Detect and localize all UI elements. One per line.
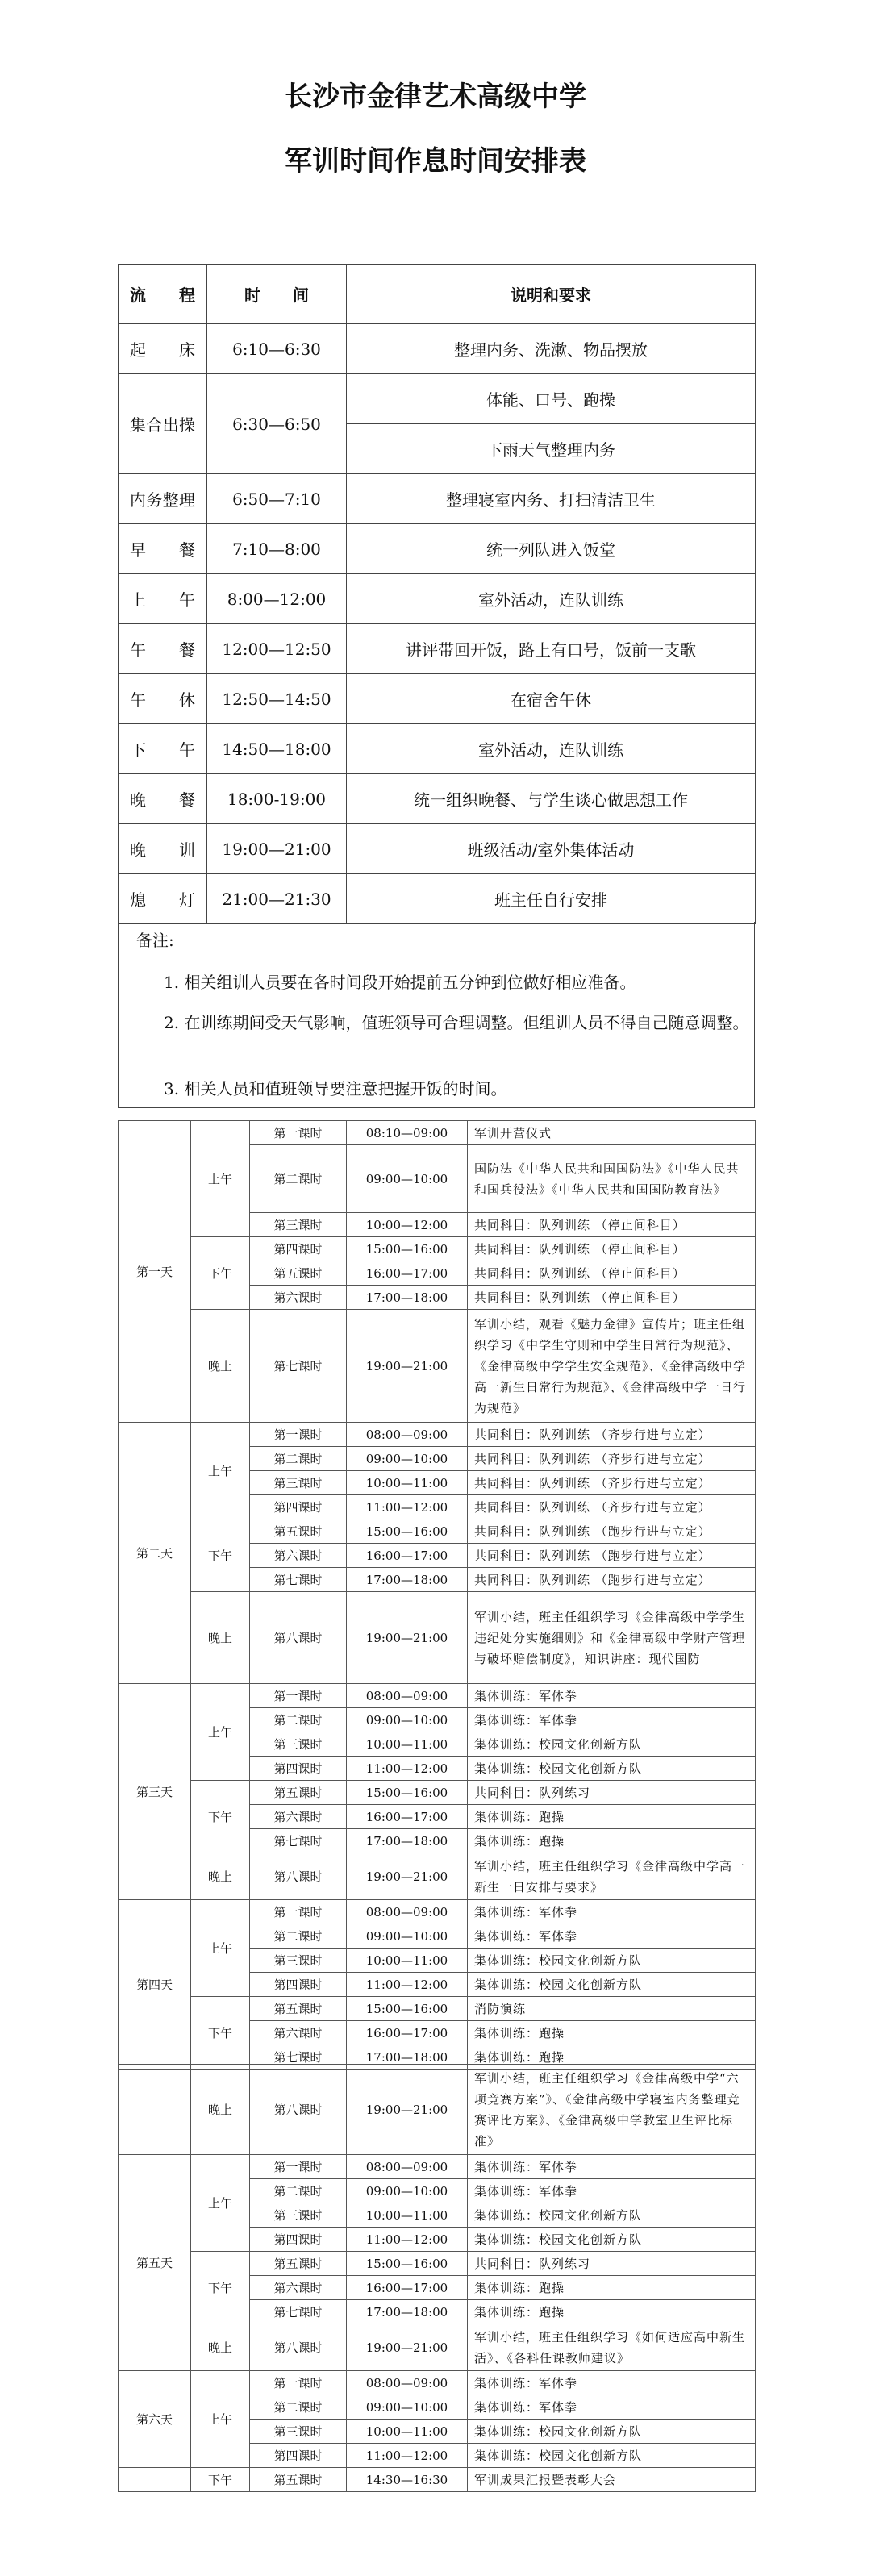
content-cell: 集体训练：跑操 [468, 1805, 756, 1829]
desc-cell: 班主任自行安排 [347, 874, 756, 924]
table-row [119, 2252, 756, 2276]
content-cell: 集体训练：军体拳 [468, 1900, 756, 1924]
time-cell: 6:30—6:50 [207, 374, 347, 474]
table-row [119, 2324, 756, 2371]
time-cell: 08:00—09:00 [347, 1684, 468, 1708]
process-cell: 午休 [119, 674, 207, 724]
time-cell: 09:00—10:00 [347, 2179, 468, 2203]
time-cell: 16:00—17:00 [347, 1544, 468, 1568]
content-cell: 集体训练：军体拳 [468, 2155, 756, 2179]
lesson-cell: 第二课时 [250, 1447, 347, 1471]
lesson-cell: 第三课时 [250, 1471, 347, 1495]
content-cell: 军训小结，班主任组织学习《金律高级中学学生违纪处分实施细则》和《金律高级中学财产管理与破坏赔偿制度》，知识讲座：现代国防 [468, 1592, 756, 1684]
content-cell: 集体训练：跑操 [468, 2045, 756, 2070]
time-cell: 17:00—18:00 [347, 2045, 468, 2070]
day-cell: 第二天 [119, 1423, 191, 1684]
period-cell: 上午 [191, 2371, 250, 2468]
lesson-cell: 第四课时 [250, 1495, 347, 1519]
time-cell: 09:00—10:00 [347, 2395, 468, 2420]
time-cell: 8:00—12:00 [207, 574, 347, 624]
lesson-cell: 第六课时 [250, 2021, 347, 2045]
header-process: 流 程 [119, 265, 207, 324]
content-cell: 共同科目：队列训练 （齐步行进与立定） [468, 1495, 756, 1519]
lesson-cell: 第四课时 [250, 1237, 347, 1261]
table-row [119, 1900, 756, 1924]
content-cell: 共同科目：队列训练 （停止间科目） [468, 1261, 756, 1286]
lesson-cell: 第八课时 [250, 1592, 347, 1684]
content-cell: 集体训练：军体拳 [468, 2179, 756, 2203]
period-cell: 晚上 [191, 2065, 250, 2155]
content-cell: 共同科目：队列训练 （跑步行进与立定） [468, 1568, 756, 1592]
content-cell: 共同科目：队列训练 （跑步行进与立定） [468, 1519, 756, 1544]
lesson-cell: 第三课时 [250, 2420, 347, 2444]
lesson-cell: 第七课时 [250, 1568, 347, 1592]
table-row [119, 1592, 756, 1684]
table-row [119, 1121, 756, 1145]
lesson-cell: 第三课时 [250, 2203, 347, 2228]
time-cell: 7:10—8:00 [207, 524, 347, 574]
table-row [119, 874, 756, 924]
day-cell [119, 2065, 191, 2155]
content-cell: 军训小结，班主任组织学习《金律高级中学高一新生一日安排与要求》 [468, 1853, 756, 1900]
notes-box [118, 922, 755, 1108]
time-cell: 09:00—10:00 [347, 1708, 468, 1732]
lesson-cell: 第二课时 [250, 2179, 347, 2203]
table-row [119, 674, 756, 724]
table-row [119, 1997, 756, 2021]
time-cell: 21:00—21:30 [207, 874, 347, 924]
lesson-cell: 第八课时 [250, 2065, 347, 2155]
process-cell: 集合出操 [119, 374, 207, 474]
content-cell: 共同科目：队列训练 （齐步行进与立定） [468, 1471, 756, 1495]
table-row [119, 2155, 756, 2179]
process-cell: 午餐 [119, 624, 207, 674]
lesson-cell: 第五课时 [250, 2468, 347, 2492]
time-cell: 08:00—09:00 [347, 2371, 468, 2395]
period-cell: 晚上 [191, 2324, 250, 2371]
lesson-cell: 第五课时 [250, 1997, 347, 2021]
content-cell: 集体训练：军体拳 [468, 2395, 756, 2420]
desc-cell: 讲评带回开饭，路上有口号，饭前一支歌 [347, 624, 756, 674]
lesson-cell: 第四课时 [250, 1973, 347, 1997]
time-cell: 11:00—12:00 [347, 2228, 468, 2252]
table-row [119, 724, 756, 774]
time-cell: 19:00—21:00 [347, 1310, 468, 1423]
content-cell: 集体训练：校园文化创新方队 [468, 2420, 756, 2444]
period-cell: 下午 [191, 1519, 250, 1592]
content-cell: 军训小结，观看《魅力金律》宣传片；班主任组织学习《中学生守则和中学生日常行为规范》、《金律高级中学学生安全规范》、《金律高级中学高一新生日常行为规范》、《金律高级中学一日行为规范》 [468, 1310, 756, 1423]
table-row [119, 2468, 756, 2492]
process-cell: 下午 [119, 724, 207, 774]
content-cell: 集体训练：校园文化创新方队 [468, 1732, 756, 1757]
content-cell: 集体训练：军体拳 [468, 1684, 756, 1708]
content-cell: 集体训练：校园文化创新方队 [468, 2444, 756, 2468]
training-plan-table-continued [118, 2064, 756, 2492]
lesson-cell: 第四课时 [250, 1757, 347, 1781]
lesson-cell: 第二课时 [250, 1145, 347, 1213]
content-cell: 国防法《中华人民共和国国防法》《中华人民共和国兵役法》《中华人民共和国国防教育法》 [468, 1145, 756, 1213]
table-row [119, 1310, 756, 1423]
lesson-cell: 第五课时 [250, 1781, 347, 1805]
table-row [119, 324, 756, 374]
table-row [119, 2065, 756, 2155]
lesson-cell: 第五课时 [250, 2252, 347, 2276]
lesson-cell: 第八课时 [250, 1853, 347, 1900]
content-cell: 共同科目：队列训练 （齐步行进与立定） [468, 1423, 756, 1447]
time-cell: 19:00—21:00 [207, 824, 347, 874]
page-title: 长沙市金律艺术高级中学 [285, 81, 586, 113]
content-cell: 共同科目：队列训练 （跑步行进与立定） [468, 1544, 756, 1568]
desc-cell: 统一组织晚餐、与学生谈心做思想工作 [347, 774, 756, 824]
day-cell: 第六天 [119, 2371, 191, 2468]
lesson-cell: 第六课时 [250, 2276, 347, 2300]
training-plan-table [118, 1120, 756, 2070]
process-cell: 晚餐 [119, 774, 207, 824]
lesson-cell: 第七课时 [250, 2300, 347, 2324]
table-header-row [119, 265, 756, 324]
daily-schedule-table [118, 264, 756, 924]
note-2: 2. 在训练期间受天气影响，值班领导可合理调整。但组训人员不得自己随意调整。 [164, 1013, 749, 1032]
content-cell: 集体训练：军体拳 [468, 1708, 756, 1732]
time-cell: 17:00—18:00 [347, 1568, 468, 1592]
time-cell: 15:00—16:00 [347, 1997, 468, 2021]
time-cell: 10:00—11:00 [347, 2420, 468, 2444]
time-cell: 08:00—09:00 [347, 1900, 468, 1924]
notes-label: 备注: [136, 931, 174, 950]
lesson-cell: 第二课时 [250, 1708, 347, 1732]
lesson-cell: 第七课时 [250, 2045, 347, 2070]
lesson-cell: 第七课时 [250, 1829, 347, 1853]
period-cell: 上午 [191, 1423, 250, 1519]
lesson-cell: 第五课时 [250, 1519, 347, 1544]
time-cell: 16:00—17:00 [347, 1805, 468, 1829]
time-cell: 17:00—18:00 [347, 1829, 468, 1853]
table-row [119, 574, 756, 624]
content-cell: 共同科目：队列训练 （停止间科目） [468, 1213, 756, 1237]
content-cell: 集体训练：跑操 [468, 2300, 756, 2324]
time-cell: 08:00—09:00 [347, 1423, 468, 1447]
table-row [119, 1853, 756, 1900]
time-cell: 09:00—10:00 [347, 1447, 468, 1471]
process-cell: 早餐 [119, 524, 207, 574]
time-cell: 19:00—21:00 [347, 1592, 468, 1684]
time-cell: 19:00—21:00 [347, 2324, 468, 2371]
page-subtitle: 军训时间作息时间安排表 [285, 145, 586, 177]
time-cell: 17:00—18:00 [347, 2300, 468, 2324]
content-cell: 集体训练：校园文化创新方队 [468, 1757, 756, 1781]
process-cell: 上午 [119, 574, 207, 624]
content-cell: 集体训练：军体拳 [468, 2371, 756, 2395]
time-cell: 12:00—12:50 [207, 624, 347, 674]
period-cell: 下午 [191, 2252, 250, 2324]
lesson-cell: 第一课时 [250, 2155, 347, 2179]
lesson-cell: 第三课时 [250, 1213, 347, 1237]
process-cell: 熄灯 [119, 874, 207, 924]
content-cell: 集体训练：校园文化创新方队 [468, 1949, 756, 1973]
period-cell: 上午 [191, 1684, 250, 1781]
table-row [119, 1519, 756, 1544]
period-cell: 上午 [191, 2155, 250, 2252]
time-cell: 14:50—18:00 [207, 724, 347, 774]
time-cell: 16:00—17:00 [347, 1261, 468, 1286]
time-cell: 11:00—12:00 [347, 1757, 468, 1781]
note-3: 3. 相关人员和值班领导要注意把握开饭的时间。 [164, 1079, 507, 1098]
lesson-cell: 第七课时 [250, 1310, 347, 1423]
lesson-cell: 第一课时 [250, 1900, 347, 1924]
process-cell: 晚训 [119, 824, 207, 874]
lesson-cell: 第一课时 [250, 2371, 347, 2395]
time-cell: 6:50—7:10 [207, 474, 347, 524]
time-cell: 08:00—09:00 [347, 2155, 468, 2179]
time-cell: 16:00—17:00 [347, 2021, 468, 2045]
desc-cell: 整理内务、洗漱、物品摆放 [347, 324, 756, 374]
lesson-cell: 第六课时 [250, 1805, 347, 1829]
content-cell: 军训开营仪式 [468, 1121, 756, 1145]
time-cell: 19:00—21:00 [347, 1853, 468, 1900]
time-cell: 15:00—16:00 [347, 1237, 468, 1261]
content-cell: 共同科目：队列训练 （停止间科目） [468, 1237, 756, 1261]
process-cell: 起床 [119, 324, 207, 374]
time-cell: 10:00—12:00 [347, 1213, 468, 1237]
day-cell: 第三天 [119, 1684, 191, 1900]
time-cell: 12:50—14:50 [207, 674, 347, 724]
header-time: 时 间 [207, 265, 347, 324]
lesson-cell: 第二课时 [250, 2395, 347, 2420]
day-cell: 第一天 [119, 1121, 191, 1423]
lesson-cell: 第四课时 [250, 2228, 347, 2252]
lesson-cell: 第六课时 [250, 1544, 347, 1568]
day-cell: 第四天 [119, 1900, 191, 2070]
content-cell: 集体训练：军体拳 [468, 1924, 756, 1949]
table-row [119, 1237, 756, 1261]
note-1: 1. 相关组训人员要在各时间段开始提前五分钟到位做好相应准备。 [164, 973, 636, 992]
time-cell: 16:00—17:00 [347, 2276, 468, 2300]
time-cell: 18:00-19:00 [207, 774, 347, 824]
time-cell: 15:00—16:00 [347, 1519, 468, 1544]
table-row [119, 374, 756, 424]
content-cell: 军训小结，班主任组织学习《如何适应高中新生活》、《各科任课教师建议》 [468, 2324, 756, 2371]
period-cell: 下午 [191, 1781, 250, 1853]
table-row [119, 2371, 756, 2395]
desc-cell: 室外活动，连队训练 [347, 574, 756, 624]
lesson-cell: 第一课时 [250, 1423, 347, 1447]
period-cell: 下午 [191, 1997, 250, 2070]
lesson-cell: 第二课时 [250, 1924, 347, 1949]
time-cell: 09:00—10:00 [347, 1145, 468, 1213]
table-row [119, 1781, 756, 1805]
time-cell: 19:00—21:00 [347, 2065, 468, 2155]
desc-cell: 室外活动，连队训练 [347, 724, 756, 774]
period-cell: 上午 [191, 1121, 250, 1237]
table-row [119, 1423, 756, 1447]
lesson-cell: 第五课时 [250, 1261, 347, 1286]
lesson-cell: 第三课时 [250, 1949, 347, 1973]
content-cell: 共同科目：队列练习 [468, 1781, 756, 1805]
time-cell: 17:00—18:00 [347, 1286, 468, 1310]
table-row [119, 774, 756, 824]
period-cell: 上午 [191, 1900, 250, 1997]
time-cell: 11:00—12:00 [347, 1495, 468, 1519]
time-cell: 11:00—12:00 [347, 2444, 468, 2468]
period-cell: 晚上 [191, 1853, 250, 1900]
table-row [119, 624, 756, 674]
desc-cell: 下雨天气整理内务 [347, 424, 756, 474]
lesson-cell: 第一课时 [250, 1684, 347, 1708]
desc-cell: 在宿舍午休 [347, 674, 756, 724]
time-cell: 10:00—11:00 [347, 1949, 468, 1973]
process-cell: 内务整理 [119, 474, 207, 524]
table-row [119, 824, 756, 874]
time-cell: 15:00—16:00 [347, 2252, 468, 2276]
content-cell: 集体训练：跑操 [468, 2276, 756, 2300]
content-cell: 共同科目：队列训练 （停止间科目） [468, 1286, 756, 1310]
content-cell: 集体训练：跑操 [468, 2021, 756, 2045]
table-row [119, 524, 756, 574]
content-cell: 共同科目：队列训练 （齐步行进与立定） [468, 1447, 756, 1471]
time-cell: 15:00—16:00 [347, 1781, 468, 1805]
time-cell: 10:00—11:00 [347, 2203, 468, 2228]
lesson-cell: 第八课时 [250, 2324, 347, 2371]
content-cell: 消防演练 [468, 1997, 756, 2021]
time-cell: 10:00—11:00 [347, 1471, 468, 1495]
desc-cell: 统一列队进入饭堂 [347, 524, 756, 574]
lesson-cell: 第三课时 [250, 1732, 347, 1757]
time-cell: 10:00—11:00 [347, 1732, 468, 1757]
content-cell: 共同科目：队列练习 [468, 2252, 756, 2276]
header-desc: 说明和要求 [347, 265, 756, 324]
content-cell: 集体训练：跑操 [468, 1829, 756, 1853]
period-cell: 下午 [191, 2468, 250, 2492]
time-cell: 11:00—12:00 [347, 1973, 468, 1997]
day-cell [119, 2468, 191, 2492]
content-cell: 集体训练：校园文化创新方队 [468, 1973, 756, 1997]
period-cell: 下午 [191, 1237, 250, 1310]
time-cell: 08:10—09:00 [347, 1121, 468, 1145]
desc-cell: 整理寝室内务、打扫清洁卫生 [347, 474, 756, 524]
content-cell: 军训小结，班主任组织学习《金律高级中学“六项竞赛方案”》、《金律高级中学寝室内务整理竞赛评比方案》、《金律高级中学教室卫生评比标准》 [468, 2065, 756, 2155]
time-cell: 6:10—6:30 [207, 324, 347, 374]
table-row [119, 1684, 756, 1708]
period-cell: 晚上 [191, 1310, 250, 1423]
content-cell: 集体训练：校园文化创新方队 [468, 2228, 756, 2252]
table-row [119, 474, 756, 524]
desc-cell: 班级活动/室外集体活动 [347, 824, 756, 874]
desc-cell: 体能、口号、跑操 [347, 374, 756, 424]
time-cell: 14:30—16:30 [347, 2468, 468, 2492]
lesson-cell: 第四课时 [250, 2444, 347, 2468]
lesson-cell: 第一课时 [250, 1121, 347, 1145]
content-cell: 军训成果汇报暨表彰大会 [468, 2468, 756, 2492]
lesson-cell: 第六课时 [250, 1286, 347, 1310]
period-cell: 晚上 [191, 1592, 250, 1684]
day-cell: 第五天 [119, 2155, 191, 2371]
content-cell: 集体训练：校园文化创新方队 [468, 2203, 756, 2228]
time-cell: 09:00—10:00 [347, 1924, 468, 1949]
